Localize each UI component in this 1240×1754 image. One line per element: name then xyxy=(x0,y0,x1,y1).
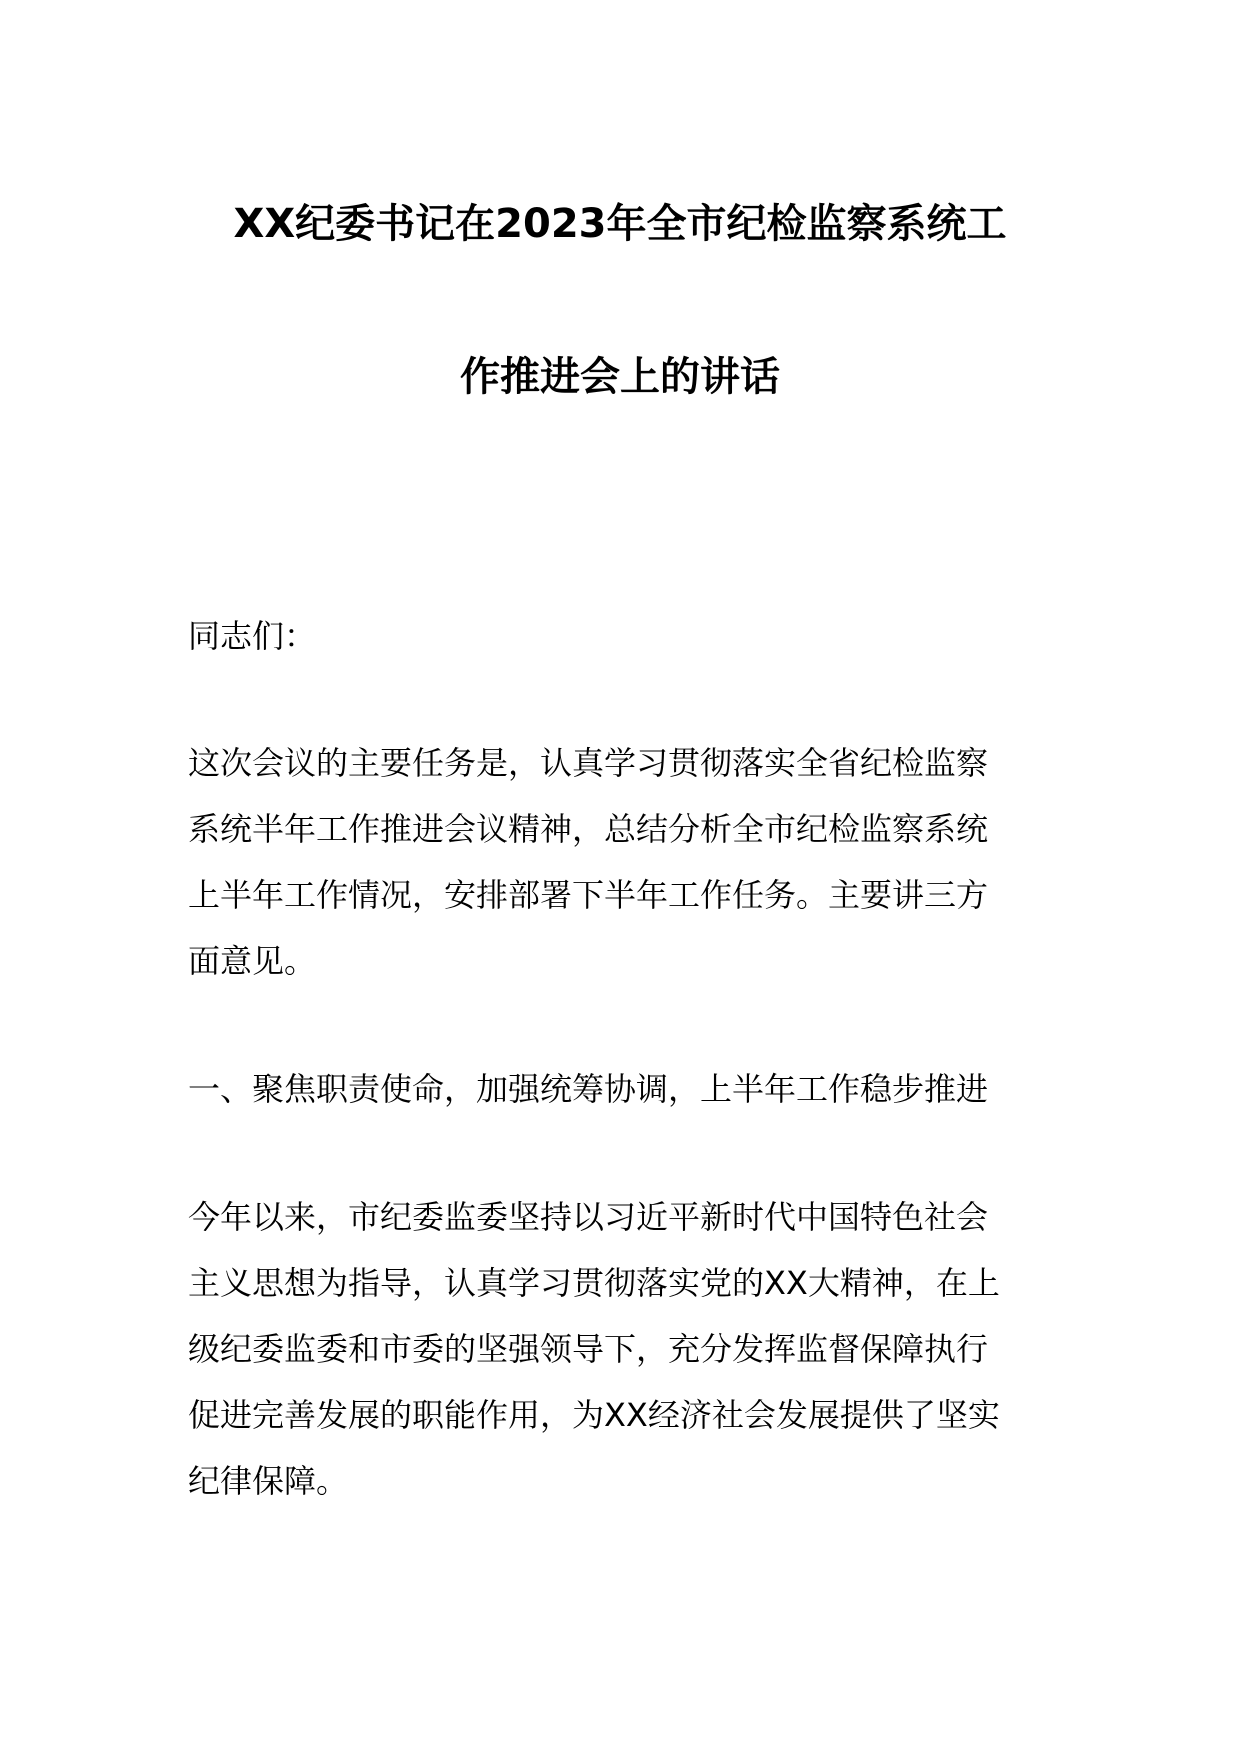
paragraph-line: 主义思想为指导，认真学习贯彻落实党的XX大精神，在上 xyxy=(188,1264,1000,1302)
paragraph-line: 上半年工作情况，安排部署下半年工作任务。主要讲三方 xyxy=(188,876,989,914)
document-title-line-1: XX纪委书记在2023年全市纪检监察系统工 xyxy=(233,201,1007,247)
document-title-line-2: 作推进会上的讲话 xyxy=(460,354,780,400)
salutation: 同志们： xyxy=(188,617,317,655)
paragraph-line: 促进完善发展的职能作用，为XX经济社会发展提供了坚实 xyxy=(188,1396,1000,1434)
paragraph-line: 级纪委监委和市委的坚强领导下，充分发挥监督保障执行 xyxy=(188,1330,989,1368)
paragraph-line: 面意见。 xyxy=(188,942,317,980)
paragraph-line: 这次会议的主要任务是，认真学习贯彻落实全省纪检监察 xyxy=(188,744,989,782)
paragraph-line: 系统半年工作推进会议精神，总结分析全市纪检监察系统 xyxy=(188,810,989,848)
paragraph-line: 纪律保障。 xyxy=(188,1462,349,1500)
section-heading-1: 一、聚焦职责使命，加强统筹协调，上半年工作稳步推进 xyxy=(188,1070,989,1108)
paragraph-line: 今年以来，市纪委监委坚持以习近平新时代中国特色社会 xyxy=(188,1198,989,1236)
